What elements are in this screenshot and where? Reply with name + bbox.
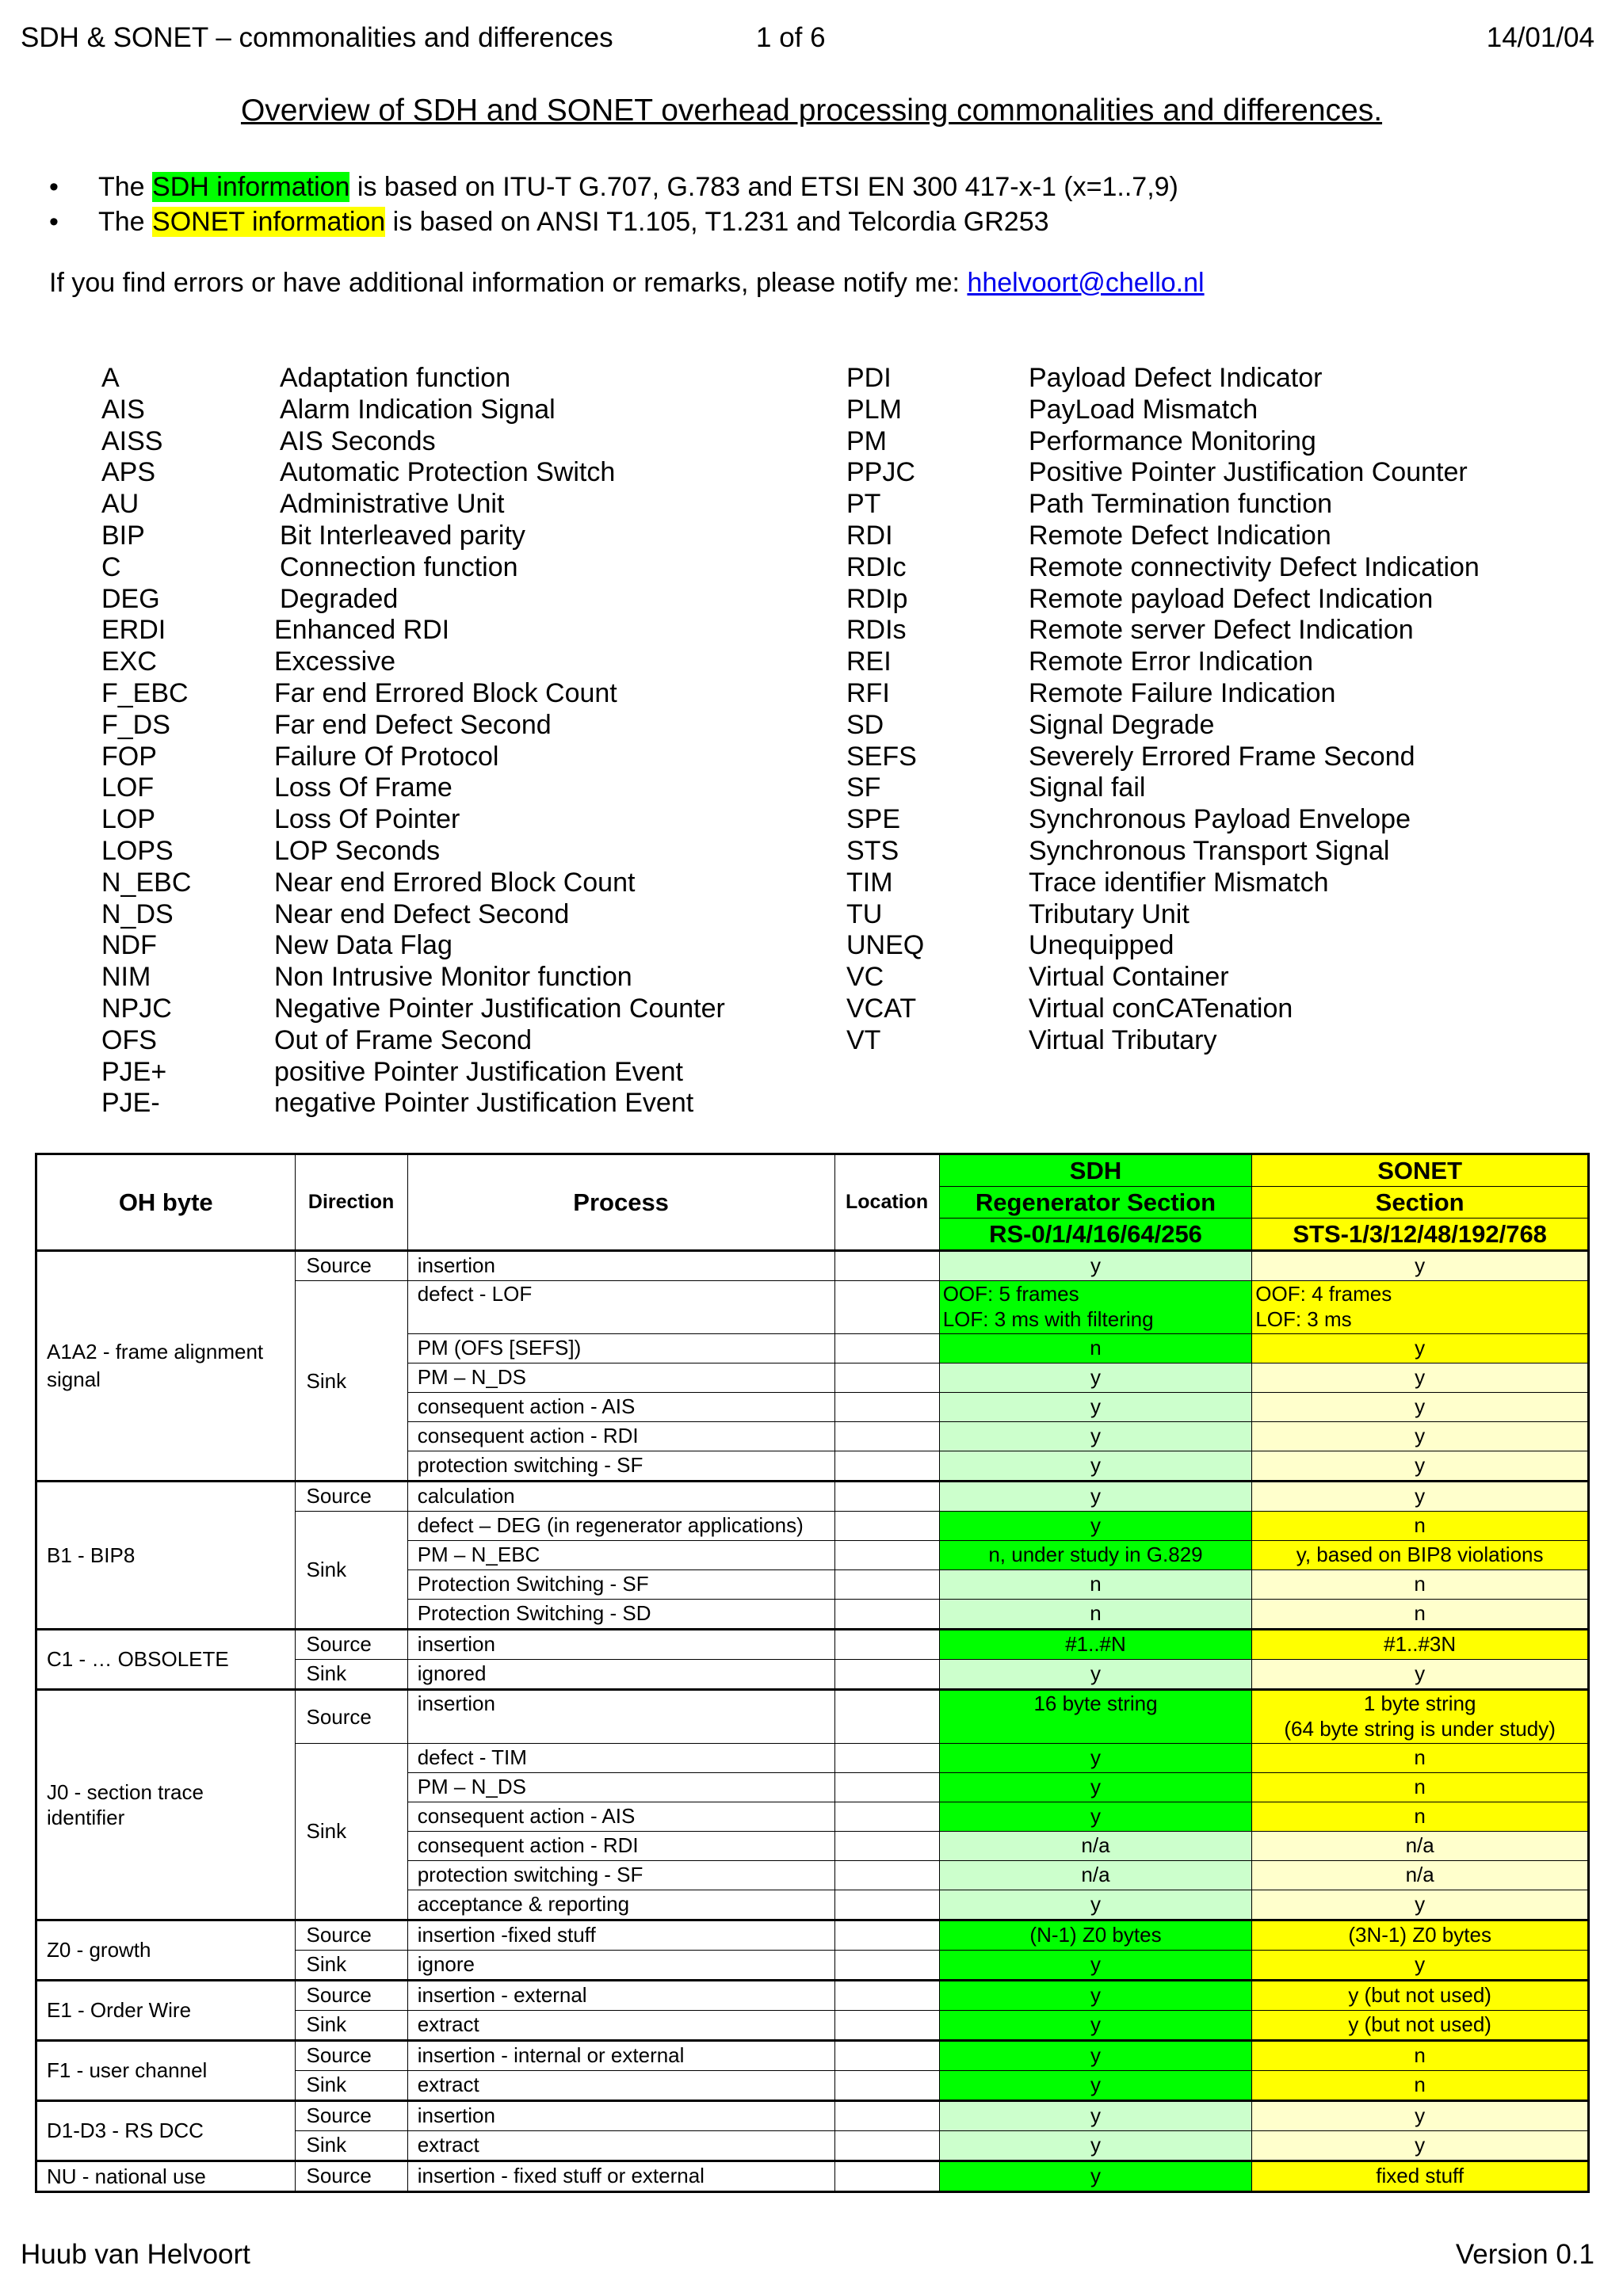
process-cell: PM – N_DS: [407, 1363, 834, 1393]
sdh-value-cell: y: [939, 2071, 1252, 2101]
process-cell: protection switching - SF: [407, 1451, 834, 1482]
process-cell: insertion - internal or external: [407, 2041, 834, 2071]
direction-cell: Sink: [295, 1744, 407, 1920]
abbreviation-term: FOP: [101, 741, 157, 772]
process-cell: defect - LOF: [407, 1281, 834, 1334]
direction-cell: Source: [295, 2041, 407, 2071]
sdh-value-cell: #1..#N: [939, 1630, 1252, 1660]
abbreviation-meaning: Administrative Unit: [280, 489, 505, 520]
process-cell: insertion: [407, 2101, 834, 2131]
location-cell: [834, 1363, 939, 1393]
location-cell: [834, 2071, 939, 2101]
table-row: [36, 2161, 1589, 2192]
sdh-value-cell: y: [939, 1482, 1252, 1512]
abbreviation-meaning: Bit Interleaved parity: [280, 521, 525, 551]
location-cell: [834, 1773, 939, 1802]
sonet-highlight: SONET information: [152, 207, 386, 237]
process-cell: Protection Switching - SD: [407, 1600, 834, 1630]
oh-byte-cell: C1 - … OBSOLETE: [36, 1630, 296, 1690]
sdh-value-cell: y: [939, 1802, 1252, 1832]
sonet-value-cell: #1..#3N: [1252, 1630, 1589, 1660]
sonet-value-cell: n: [1252, 1744, 1589, 1773]
sonet-value-cell: y: [1252, 2131, 1589, 2161]
sonet-value-cell: y: [1252, 1951, 1589, 1981]
abbreviation-meaning: PayLoad Mismatch: [1029, 394, 1258, 425]
col-process: Process: [407, 1154, 834, 1251]
abbreviation-meaning: Near end Errored Block Count: [274, 867, 636, 898]
abbreviation-term: RDIp: [846, 583, 908, 614]
bullet-dot-icon: •: [49, 207, 59, 237]
location-cell: [834, 1393, 939, 1422]
location-cell: [834, 1660, 939, 1690]
process-cell: consequent action - AIS: [407, 1393, 834, 1422]
abbreviation-meaning: Loss Of Frame: [274, 772, 453, 803]
abbreviation-meaning: Synchronous Payload Envelope: [1029, 804, 1411, 835]
oh-byte-cell: D1-D3 - RS DCC: [36, 2101, 296, 2161]
oh-byte-cell: A1A2 - frame alignment signal: [36, 1251, 296, 1482]
sonet-value-cell: y (but not used): [1252, 2011, 1589, 2041]
abbreviation-meaning: Virtual Container: [1029, 962, 1229, 993]
sonet-value-cell: OOF: 4 frames LOF: 3 ms: [1252, 1281, 1589, 1334]
sdh-value-cell: y: [939, 1363, 1252, 1393]
abbreviation-meaning: Trace identifier Mismatch: [1029, 867, 1329, 898]
abbreviation-meaning: Remote Failure Indication: [1029, 678, 1336, 708]
process-cell: insertion - fixed stuff or external: [407, 2161, 834, 2192]
abbreviation-meaning: Enhanced RDI: [274, 615, 450, 646]
process-cell: defect – DEG (in regenerator applications): [407, 1512, 834, 1541]
abbreviation-meaning: Severely Errored Frame Second: [1029, 741, 1415, 772]
oh-byte-cell: F1 - user channel: [36, 2041, 296, 2101]
process-cell: consequent action - AIS: [407, 1802, 834, 1832]
sdh-value-cell: (N-1) Z0 bytes: [939, 1920, 1252, 1951]
sonet-value-cell: y: [1252, 1890, 1589, 1920]
abbreviation-term: N_EBC: [101, 867, 192, 898]
abbreviation-term: PDI: [846, 363, 892, 393]
abbreviation-term: RFI: [846, 678, 890, 708]
abbreviation-meaning: Path Termination function: [1029, 489, 1333, 520]
abbreviation-term: BIP: [101, 521, 145, 551]
abbreviation-meaning: Loss Of Pointer: [274, 804, 460, 835]
location-cell: [834, 1281, 939, 1334]
email-link[interactable]: hhelvoort@chello.nl: [967, 268, 1205, 298]
location-cell: [834, 1482, 939, 1512]
sonet-value-cell: n: [1252, 2041, 1589, 2071]
sonet-value-cell: y: [1252, 2101, 1589, 2131]
table-row: [36, 1920, 1589, 1951]
abbreviation-term: RDI: [846, 521, 893, 551]
sdh-value-cell: y: [939, 1660, 1252, 1690]
direction-cell: Sink: [295, 2071, 407, 2101]
process-cell: consequent action - RDI: [407, 1832, 834, 1861]
sonet-value-cell: y: [1252, 1482, 1589, 1512]
location-cell: [834, 1600, 939, 1630]
direction-cell: Sink: [295, 1951, 407, 1981]
table-row: [36, 1690, 1589, 1744]
location-cell: [834, 2101, 939, 2131]
sdh-value-cell: y: [939, 1773, 1252, 1802]
location-cell: [834, 1541, 939, 1570]
bullet-sdh: • The SDH information is based on ITU-T G.707, G.783 and ETSI EN 300 417-x-1 (x=1..7,9): [49, 170, 1178, 204]
sdh-value-cell: n/a: [939, 1832, 1252, 1861]
location-cell: [834, 1890, 939, 1920]
sdh-value-cell: y: [939, 1951, 1252, 1981]
sdh-value-cell: y: [939, 2041, 1252, 2071]
abbreviation-meaning: Adaptation function: [280, 363, 511, 393]
abbreviation-meaning: AIS Seconds: [280, 425, 436, 456]
abbreviation-meaning: Positive Pointer Justification Counter: [1029, 457, 1468, 488]
sdh-value-cell: y: [939, 2101, 1252, 2131]
abbreviation-term: APS: [101, 457, 156, 488]
abbreviation-term: LOPS: [101, 836, 174, 866]
notify-text: If you find errors or have additional information or remarks, please notify me:: [49, 268, 968, 298]
sonet-value-cell: y: [1252, 1422, 1589, 1451]
process-cell: extract: [407, 2131, 834, 2161]
sonet-value-cell: y, based on BIP8 violations: [1252, 1541, 1589, 1570]
sonet-value-cell: y (but not used): [1252, 1981, 1589, 2011]
process-cell: PM (OFS [SEFS]): [407, 1334, 834, 1363]
location-cell: [834, 2161, 939, 2192]
col-direction: Direction: [295, 1154, 407, 1251]
process-cell: consequent action - RDI: [407, 1422, 834, 1451]
sdh-value-cell: y: [939, 1251, 1252, 1281]
abbreviation-term: VC: [846, 962, 884, 993]
abbreviation-meaning: Excessive: [274, 646, 396, 677]
abbreviation-term: NIM: [101, 962, 151, 993]
location-cell: [834, 1832, 939, 1861]
abbreviation-term: AU: [101, 489, 139, 520]
process-cell: insertion: [407, 1630, 834, 1660]
abbreviation-term: REI: [846, 646, 892, 677]
direction-cell: Source: [295, 2101, 407, 2131]
sdh-value-cell: y: [939, 2131, 1252, 2161]
location-cell: [834, 2041, 939, 2071]
process-cell: insertion - external: [407, 1981, 834, 2011]
abbreviation-term: VCAT: [846, 994, 917, 1024]
abbreviation-meaning: Payload Defect Indicator: [1029, 363, 1323, 393]
abbreviation-meaning: Unequipped: [1029, 930, 1174, 961]
sdh-value-cell: y: [939, 1451, 1252, 1482]
table-row: [36, 1630, 1589, 1660]
abbreviation-meaning: Failure Of Protocol: [274, 741, 499, 772]
abbreviation-meaning: LOP Seconds: [274, 836, 441, 866]
sonet-value-cell: n/a: [1252, 1832, 1589, 1861]
abbreviation-term: F_DS: [101, 709, 170, 740]
abbreviation-term: NPJC: [101, 994, 172, 1024]
abbreviation-meaning: Connection function: [280, 551, 518, 582]
abbreviation-term: PJE-: [101, 1088, 160, 1119]
sonet-value-cell: n/a: [1252, 1861, 1589, 1890]
table-row: [36, 1981, 1589, 2011]
table-row: [36, 2101, 1589, 2131]
abbreviation-meaning: Remote payload Defect Indication: [1029, 583, 1434, 614]
direction-cell: Source: [295, 1920, 407, 1951]
abbreviation-term: RDIc: [846, 551, 907, 582]
sdh-value-cell: n: [939, 1570, 1252, 1600]
col-oh-byte: OH byte: [36, 1154, 296, 1251]
location-cell: [834, 1920, 939, 1951]
abbreviation-term: PM: [846, 425, 887, 456]
sonet-value-cell: n: [1252, 1570, 1589, 1600]
document-title: Overview of SDH and SONET overhead processing commonalities and differences.: [240, 93, 1383, 128]
oh-byte-cell: B1 - BIP8: [36, 1482, 296, 1630]
direction-cell: Source: [295, 1482, 407, 1512]
abbreviation-meaning: negative Pointer Justification Event: [274, 1088, 694, 1119]
process-cell: insertion -fixed stuff: [407, 1920, 834, 1951]
abbreviation-meaning: Far end Defect Second: [274, 709, 552, 740]
abbreviation-term: SF: [846, 772, 881, 803]
abbreviation-term: SPE: [846, 804, 901, 835]
sonet-value-cell: (3N-1) Z0 bytes: [1252, 1920, 1589, 1951]
abbreviation-term: SEFS: [846, 741, 917, 772]
col-sdh: SDH: [939, 1154, 1252, 1187]
sonet-value-cell: n: [1252, 1600, 1589, 1630]
abbreviation-term: F_EBC: [101, 678, 189, 708]
overhead-table-body: [36, 1251, 1589, 2192]
footer-version: Version 0.1: [1455, 2239, 1594, 2270]
abbreviation-meaning: Out of Frame Second: [274, 1024, 533, 1055]
direction-cell: Source: [295, 1251, 407, 1281]
process-cell: extract: [407, 2071, 834, 2101]
table-row: [36, 2041, 1589, 2071]
sonet-value-cell: n: [1252, 2071, 1589, 2101]
oh-byte-cell: NU - national use: [36, 2161, 296, 2192]
header-page-number: 1 of 6: [756, 22, 826, 53]
process-cell: extract: [407, 2011, 834, 2041]
abbreviation-term: STS: [846, 836, 899, 866]
sonet-value-cell: fixed stuff: [1252, 2161, 1589, 2192]
abbreviation-meaning: Near end Defect Second: [274, 898, 570, 929]
sonet-value-cell: n: [1252, 1512, 1589, 1541]
abbreviation-meaning: Remote server Defect Indication: [1029, 615, 1414, 646]
abbreviation-term: DEG: [101, 583, 160, 614]
col-sdh-rates: RS-0/1/4/16/64/256: [939, 1219, 1252, 1251]
abbreviation-term: LOP: [101, 804, 156, 835]
abbreviation-term: NDF: [101, 930, 157, 961]
direction-cell: Sink: [295, 1660, 407, 1690]
process-cell: ignored: [407, 1660, 834, 1690]
location-cell: [834, 1570, 939, 1600]
col-sonet: SONET: [1252, 1154, 1589, 1187]
sdh-value-cell: n/a: [939, 1861, 1252, 1890]
abbreviation-term: C: [101, 551, 121, 582]
sdh-value-cell: y: [939, 1981, 1252, 2011]
sdh-value-cell: 16 byte string: [939, 1690, 1252, 1744]
abbreviation-meaning: Performance Monitoring: [1029, 425, 1316, 456]
sdh-value-cell: n: [939, 1334, 1252, 1363]
sonet-value-cell: y: [1252, 1393, 1589, 1422]
process-cell: defect - TIM: [407, 1744, 834, 1773]
direction-cell: Sink: [295, 2011, 407, 2041]
table-row: [36, 1251, 1589, 1281]
sonet-value-cell: n: [1252, 1802, 1589, 1832]
location-cell: [834, 1951, 939, 1981]
abbreviation-term: OFS: [101, 1024, 157, 1055]
direction-cell: Source: [295, 1690, 407, 1744]
bullet-sonet: • The SONET information is based on ANSI T1.105, T1.231 and Telcordia GR253: [49, 204, 1178, 239]
abbreviation-term: PJE+: [101, 1056, 167, 1087]
location-cell: [834, 1981, 939, 2011]
sdh-value-cell: y: [939, 1512, 1252, 1541]
sdh-value-cell: y: [939, 1393, 1252, 1422]
location-cell: [834, 1861, 939, 1890]
abbreviation-term: LOF: [101, 772, 155, 803]
table-row: [36, 1482, 1589, 1512]
location-cell: [834, 1512, 939, 1541]
header-date: 14/01/04: [1486, 22, 1594, 53]
abbreviation-term: AIS: [101, 394, 145, 425]
abbreviation-term: RDIs: [846, 615, 907, 646]
abbreviation-meaning: Remote connectivity Defect Indication: [1029, 551, 1480, 582]
abbreviation-meaning: Degraded: [280, 583, 399, 614]
sdh-value-cell: n: [939, 1600, 1252, 1630]
abbreviation-term: N_DS: [101, 898, 174, 929]
abbreviation-meaning: Automatic Protection Switch: [280, 457, 616, 488]
sdh-value-cell: y: [939, 2161, 1252, 2192]
abbreviation-term: EXC: [101, 646, 157, 677]
location-cell: [834, 1744, 939, 1773]
abbreviation-term: PPJC: [846, 457, 915, 488]
location-cell: [834, 1334, 939, 1363]
location-cell: [834, 1451, 939, 1482]
sdh-highlight: SDH information: [152, 172, 350, 202]
sonet-value-cell: 1 byte string (64 byte string is under study): [1252, 1690, 1589, 1744]
process-cell: ignore: [407, 1951, 834, 1981]
process-cell: insertion: [407, 1251, 834, 1281]
sonet-value-cell: n: [1252, 1773, 1589, 1802]
abbreviation-term: VT: [846, 1024, 881, 1055]
abbreviation-meaning: Signal Degrade: [1029, 709, 1215, 740]
col-sonet-layer: Section: [1252, 1187, 1589, 1219]
abbreviation-meaning: Signal fail: [1029, 772, 1146, 803]
abbreviation-term: PLM: [846, 394, 902, 425]
abbreviation-term: SD: [846, 709, 884, 740]
location-cell: [834, 1422, 939, 1451]
abbreviation-term: TU: [846, 898, 883, 929]
sonet-value-cell: y: [1252, 1363, 1589, 1393]
sdh-value-cell: y: [939, 1744, 1252, 1773]
abbreviation-meaning: positive Pointer Justification Event: [274, 1056, 683, 1087]
col-location: Location: [834, 1154, 939, 1251]
sonet-value-cell: y: [1252, 1660, 1589, 1690]
process-cell: PM – N_DS: [407, 1773, 834, 1802]
location-cell: [834, 1630, 939, 1660]
abbreviation-meaning: Virtual conCATenation: [1029, 994, 1293, 1024]
sdh-value-cell: y: [939, 2011, 1252, 2041]
abbreviation-meaning: Far end Errored Block Count: [274, 678, 617, 708]
sdh-value-cell: OOF: 5 frames LOF: 3 ms with filtering: [939, 1281, 1252, 1334]
direction-cell: Source: [295, 1981, 407, 2011]
abbreviation-term: UNEQ: [846, 930, 925, 961]
direction-cell: Sink: [295, 2131, 407, 2161]
abbreviation-meaning: Virtual Tributary: [1029, 1024, 1217, 1055]
sonet-value-cell: y: [1252, 1251, 1589, 1281]
page-header: [21, 22, 1594, 57]
abbreviation-meaning: Non Intrusive Monitor function: [274, 962, 632, 993]
oh-byte-cell: E1 - Order Wire: [36, 1981, 296, 2041]
abbreviation-meaning: Alarm Indication Signal: [280, 394, 556, 425]
overhead-table: [35, 1153, 1590, 2193]
col-sonet-rates: STS-1/3/12/48/192/768: [1252, 1219, 1589, 1251]
process-cell: Protection Switching - SF: [407, 1570, 834, 1600]
sdh-value-cell: y: [939, 1890, 1252, 1920]
process-cell: PM – N_EBC: [407, 1541, 834, 1570]
direction-cell: Source: [295, 1630, 407, 1660]
abbreviation-meaning: Remote Error Indication: [1029, 646, 1314, 677]
direction-cell: Source: [295, 2161, 407, 2192]
location-cell: [834, 1802, 939, 1832]
process-cell: protection switching - SF: [407, 1861, 834, 1890]
oh-byte-cell: Z0 - growth: [36, 1920, 296, 1981]
footer-author: Huub van Helvoort: [21, 2239, 250, 2270]
location-cell: [834, 2011, 939, 2041]
location-cell: [834, 1251, 939, 1281]
header-doc-title: SDH & SONET – commonalities and differences: [21, 22, 613, 53]
process-cell: acceptance & reporting: [407, 1890, 834, 1920]
location-cell: [834, 2131, 939, 2161]
location-cell: [834, 1690, 939, 1744]
abbreviation-meaning: Remote Defect Indication: [1029, 521, 1331, 551]
direction-cell: Sink: [295, 1512, 407, 1630]
oh-byte-cell: J0 - section trace identifier: [36, 1690, 296, 1920]
abbreviation-term: TIM: [846, 867, 893, 898]
col-sdh-layer: Regenerator Section: [939, 1187, 1252, 1219]
abbreviation-term: AISS: [101, 425, 163, 456]
direction-cell: Sink: [295, 1281, 407, 1482]
abbreviation-meaning: Synchronous Transport Signal: [1029, 836, 1390, 866]
notify-line: [49, 268, 1205, 299]
abbreviation-meaning: New Data Flag: [274, 930, 453, 961]
abbreviation-meaning: Negative Pointer Justification Counter: [274, 994, 725, 1024]
process-cell: calculation: [407, 1482, 834, 1512]
bullet-dot-icon: •: [49, 172, 59, 202]
process-cell: insertion: [407, 1690, 834, 1744]
sdh-value-cell: n, under study in G.829: [939, 1541, 1252, 1570]
abbreviation-meaning: Tributary Unit: [1029, 898, 1190, 929]
abbreviation-term: A: [101, 363, 120, 393]
sonet-value-cell: y: [1252, 1451, 1589, 1482]
source-bullets: [49, 170, 1178, 239]
abbreviation-term: ERDI: [101, 615, 166, 646]
sonet-value-cell: y: [1252, 1334, 1589, 1363]
sdh-value-cell: y: [939, 1422, 1252, 1451]
abbreviation-term: PT: [846, 489, 881, 520]
